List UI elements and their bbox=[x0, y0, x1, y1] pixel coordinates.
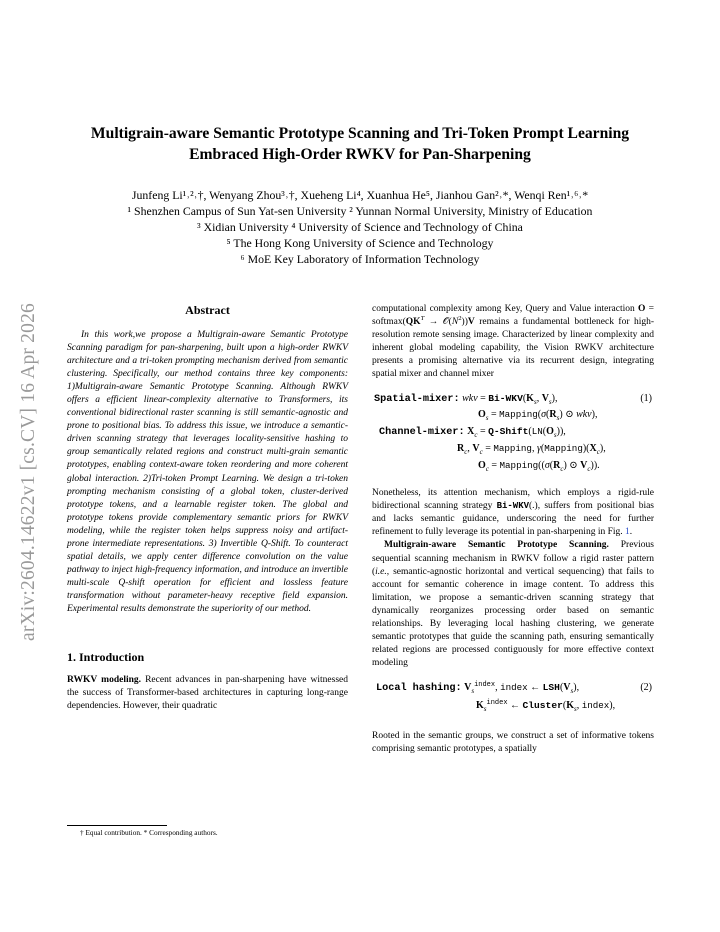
right-p3-text-a: Previous sequential scanning mechanism in RWKV follow a rigid raster pattern ( bbox=[372, 540, 654, 577]
eq2-row-2: $K_s^{index}$ ← $Cluster(K_s$, index), bbox=[476, 698, 616, 713]
abstract-text: In this work,we propose a Multigrain-aware Semantic Prototype Scanning paradigm for pan-sharpening, built upon a high-order RWKV architecture and a tri-token prompting mechanism derived from semantic clustering. Specifically, our method contains three key components: 1)Multigrain-aware Semantic Prototype Scanning. Although RWKV offers a efficient linear-complexity alternative to Transformers, its conventional bidirectional raster scanning is still semantic-agnostic and prone to positional bias. To address this issue, we introduce a semantic-driven scanning strategy that leverages locality-sensitive hashing to group semantically related regions and construct multi-grain semantic prototypes, enabling context-aware token reordering and more coherent global interaction. 2)Tri-token Prompt Learning. We design a tri-token prompting mechanism consisting of a global token, cluster-derived prototype tokens, and a learnable register token. The global and prototype tokens provide complementary semantic priors for RWKV modeling, while the register token helps suppress noisy and artifact-prone intermediate representations. 3) Invertible Q-Shift. To counteract spatial details, we apply center difference convolution on the value pathway to inject high-frequency information, and introduce an invertible multi-scale Q-shift operation for efficient and lossless feature transformation without parameter-heavy receptive field expansion. Experimental results demonstrate the superiority of our method. bbox=[67, 330, 348, 614]
eq1-row-2: $O_s$ = $Mapping(\sigma(R_s)$ ⊙ wkv), bbox=[478, 409, 598, 423]
right-p1-text-a: computational complexity among Key, Query and Value interaction bbox=[372, 304, 638, 314]
abstract-heading: Abstract bbox=[185, 303, 230, 317]
author-block bbox=[60, 187, 660, 267]
arxiv-identifier-text: arXiv:2604.14622v1 [cs.CV] 16 Apr 2026 bbox=[18, 303, 39, 641]
affiliation-1: ¹ Shenzhen Campus of Sun Yat-sen University ² Yunnan Normal University, Ministry of Education bbox=[127, 204, 593, 218]
footnote-rule bbox=[67, 825, 167, 826]
title-line-1: Multigrain-aware Semantic Prototype Scanning and Tri-Token Prompt Learning bbox=[90, 125, 630, 142]
eq1-row-1: Spatial-mixer: wkv = $Bi-WKV(K_s$, $V_s$), bbox=[374, 393, 558, 407]
right-p2-text-b: (.), suffers from positional bias and lacks semantic guidance, underscoring the need for further refinement to fully leverage its potential in pan-sharpening in Fig. bbox=[372, 501, 655, 538]
intro-runin-heading: RWKV modeling. bbox=[67, 675, 142, 686]
introduction-heading: 1. Introduction bbox=[67, 650, 145, 665]
arxiv-identifier bbox=[14, 262, 44, 682]
eq1-number: (1) bbox=[640, 393, 652, 405]
right-column bbox=[372, 303, 654, 756]
right-paragraph-1 bbox=[372, 303, 654, 381]
figure-1-link[interactable]: 1 bbox=[625, 527, 630, 538]
affiliation-2: ³ Xidian University ⁴ University of Science and Technology of China bbox=[197, 220, 523, 234]
eq2-row-1: Local hashing: $V_s^{index}$, index ← $LSH(V_s)$, bbox=[376, 680, 580, 695]
footnote: † Equal contribution. * Corresponding authors. bbox=[80, 828, 218, 837]
author-list: Junfeng Li¹˒²˒†, Wenyang Zhou³˒†, Xueheng Li⁴, Xuanhua He⁵, Jianhou Gan²˒*, Wenqi Ren¹˒⁶˒* bbox=[131, 188, 589, 202]
right-p3-text-b: , semantic-agnostic horizontal and vertical sequencing) that fails to account for semantic coherence in image content. To address this limitation, we propose a semantic-driven scanning strategy that dynamically reorganizes processing order based on semantic relationships. By leveraging local hashing clustering, we generate semantic prototypes that guide the scanning path, ensuring semantically related regions are processed contiguously for more effective context modeling bbox=[372, 566, 654, 668]
eq1-row-5: $O_c$ = $Mapping((\sigma(R_c)$ ⊙ $V_c$)). bbox=[478, 460, 600, 474]
bi-wkv-term: Bi-WKV bbox=[496, 501, 530, 512]
ie-abbrev: i.e. bbox=[375, 566, 387, 577]
right-paragraph-4: Rooted in the semantic groups, we construct a set of informative tokens comprising semantic prototypes, a spatially bbox=[372, 730, 654, 754]
right-paragraph-3 bbox=[372, 539, 654, 669]
equation-2 bbox=[372, 679, 654, 719]
equation-1 bbox=[372, 390, 654, 478]
channel-mixer-label: Channel-mixer: bbox=[379, 427, 465, 439]
right-p2-text-a: Nonetheless, its attention mechanism, which employs a rigid-rule bidirectional scanning strategy bbox=[372, 488, 654, 512]
affiliation-3: ⁵ The Hong Kong University of Science and Technology bbox=[226, 236, 494, 250]
attention-formula: $O = softmax(QK^T$ → $𝒪(N^2))V$ bbox=[372, 304, 654, 328]
eq1-row-3: Channel-mixer: $X_c$ = $Q-Shift(LN(O_s))$, bbox=[379, 426, 566, 440]
title-line-2: Embraced High-Order RWKV for Pan-Sharpening bbox=[189, 146, 531, 163]
paper-title bbox=[60, 123, 660, 165]
eq2-number: (2) bbox=[640, 681, 652, 693]
spatial-mixer-label: Spatial-mixer: bbox=[374, 394, 460, 406]
left-column bbox=[67, 303, 348, 713]
intro-paragraph bbox=[67, 674, 348, 713]
right-paragraph-2: Nonetheless, its attention mechanism, which employs a rigid-rule bidirectional scanning strategy Bi-WKV(.), suffers from positional bias and lacks semantic guidance, underscoring the need for further refinement to fully leverage its potential in pan-sharpening in Fig. 1. bbox=[372, 488, 655, 538]
right-p1-text-b: remains a fundamental bottleneck for high-resolution remote sensing image. Characterized by linear complexity and inherent global modeling capability, the Vision RWKV architecture presents a promising alternative via its recurrent design, integrating spatial mixer and channel mixer bbox=[372, 317, 655, 380]
local-hashing-label: Local hashing: bbox=[376, 682, 462, 694]
eq1-row-4: $R_c$, $V_c$ = Mapping, $\gamma(Mapping)(X_c)$, bbox=[457, 443, 606, 457]
affiliation-4: ⁶ MoE Key Laboratory of Information Technology bbox=[240, 252, 480, 266]
prototype-scanning-runin: Multigrain-aware Semantic Prototype Scanning. bbox=[384, 540, 609, 551]
intro-paragraph-text: Recent advances in pan-sharpening have witnessed the success of Transformer-based architectures in capturing long-range dependencies. However, their quadratic bbox=[67, 675, 348, 712]
